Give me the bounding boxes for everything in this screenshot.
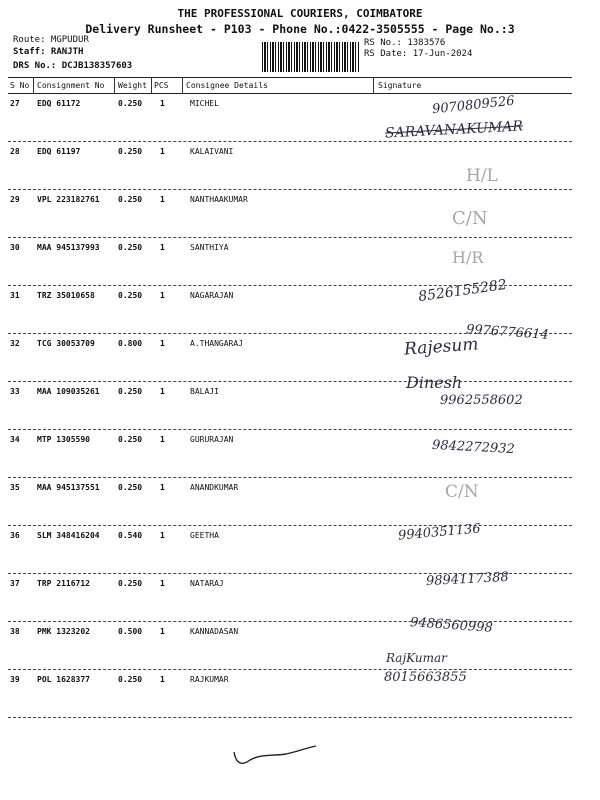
row-consignee: GEETHA — [190, 531, 219, 540]
row-weight: 0.500 — [118, 627, 143, 636]
rs-number: RS No.: 1383576 — [364, 38, 446, 48]
row-consignment: TRP 2116712 — [37, 579, 90, 588]
table-row — [0, 624, 600, 672]
row-sno: 35 — [10, 483, 20, 492]
runsheet-barcode — [262, 42, 359, 72]
route-label: Route: MGPUDUR — [13, 35, 89, 45]
table-row — [0, 192, 600, 240]
row-consignee: NATARAJ — [190, 579, 224, 588]
col-header-consignment: Consignment No — [37, 81, 105, 90]
row-consignment: PMK 1323202 — [37, 627, 90, 636]
row-sno: 27 — [10, 99, 20, 108]
signature-handwriting: 9486560998 — [409, 615, 494, 636]
signature-handwriting: 8015663855 — [384, 670, 467, 685]
row-sno: 34 — [10, 435, 20, 444]
row-consignment: TCG 30053709 — [37, 339, 95, 348]
row-pcs: 1 — [160, 483, 165, 492]
signature-handwriting: Dinesh — [406, 373, 463, 392]
staff-label: Staff: RANJTH — [13, 47, 84, 57]
signature-handwriting: H/R — [452, 248, 484, 267]
drs-number: DRS No.: DCJB138357603 — [13, 61, 133, 71]
signature-handwriting: 9962558602 — [440, 393, 523, 408]
row-divider — [8, 189, 572, 190]
signature-handwriting: 9940351136 — [397, 521, 482, 544]
row-consignment: MAA 945137551 — [37, 483, 100, 492]
row-consignment: POL 1628377 — [37, 675, 90, 684]
column-divider — [151, 77, 152, 93]
company-title: THE PROFESSIONAL COURIERS, COIMBATORE — [177, 7, 423, 20]
row-consignment: EDQ 61172 — [37, 99, 81, 108]
row-sno: 31 — [10, 291, 20, 300]
table-row — [0, 144, 600, 192]
column-divider — [33, 77, 34, 93]
row-pcs: 1 — [160, 387, 165, 396]
row-sno: 36 — [10, 531, 20, 540]
col-header-consignee: Consignee Details — [186, 81, 268, 90]
signature-handwriting: Rajesum — [403, 334, 480, 360]
column-divider — [182, 77, 183, 93]
row-sno: 30 — [10, 243, 20, 252]
row-consignee: GURURAJAN — [190, 435, 234, 444]
row-consignee: KANNADASAN — [190, 627, 239, 636]
row-sno: 33 — [10, 387, 20, 396]
signature-handwriting: H/L — [466, 166, 498, 186]
row-divider — [8, 237, 572, 238]
row-consignee: BALAJI — [190, 387, 219, 396]
signature-handwriting: SARAVANAKUMAR — [384, 118, 524, 142]
signature-handwriting: 8526155282 — [417, 276, 508, 306]
row-consignee: RAJKUMAR — [190, 675, 229, 684]
row-divider — [8, 477, 572, 478]
row-consignee: KALAIVANI — [190, 147, 234, 156]
row-consignment: EDQ 61197 — [37, 147, 81, 156]
row-divider — [8, 141, 572, 142]
row-consignee: MICHEL — [190, 99, 219, 108]
row-pcs: 1 — [160, 291, 165, 300]
row-sno: 39 — [10, 675, 20, 684]
row-divider — [8, 381, 572, 382]
table-row — [0, 384, 600, 432]
table-row — [0, 240, 600, 288]
row-consignment: SLM 348416204 — [37, 531, 100, 540]
col-header-pcs: PCS — [154, 81, 169, 90]
row-weight: 0.250 — [118, 147, 143, 156]
rs-date: RS Date: 17-Jun-2024 — [364, 49, 473, 59]
signature-handwriting: 9976776614 — [465, 322, 550, 343]
col-header-sno: S No — [10, 81, 30, 90]
row-sno: 29 — [10, 195, 20, 204]
row-weight: 0.250 — [118, 675, 143, 684]
row-weight: 0.250 — [118, 291, 143, 300]
header-top-rule — [8, 77, 572, 78]
row-consignment: MTP 1305590 — [37, 435, 90, 444]
row-divider — [8, 669, 572, 670]
table-row — [0, 672, 600, 720]
row-weight: 0.250 — [118, 483, 143, 492]
row-consignee: A.THANGARAJ — [190, 339, 243, 348]
signature-handwriting: C/N — [445, 482, 479, 502]
row-sno: 38 — [10, 627, 20, 636]
signature-handwriting: 9842272932 — [431, 437, 516, 458]
row-consignee: NAGARAJAN — [190, 291, 234, 300]
row-divider — [8, 429, 572, 430]
row-pcs: 1 — [160, 675, 165, 684]
row-pcs: 1 — [160, 627, 165, 636]
row-consignee: NANTHAAKUMAR — [190, 195, 248, 204]
row-pcs: 1 — [160, 147, 165, 156]
row-weight: 0.250 — [118, 195, 143, 204]
row-divider — [8, 525, 572, 526]
table-row — [0, 528, 600, 576]
row-sno: 28 — [10, 147, 20, 156]
row-consignee: ANANDKUMAR — [190, 483, 239, 492]
row-pcs: 1 — [160, 243, 165, 252]
col-header-signature: Signature — [378, 81, 422, 90]
signature-handwriting: RajKumar — [386, 651, 447, 665]
row-weight: 0.540 — [118, 531, 143, 540]
table-row — [0, 576, 600, 624]
table-row — [0, 480, 600, 528]
column-divider — [373, 77, 374, 93]
col-header-weight: Weight — [118, 81, 147, 90]
row-weight: 0.800 — [118, 339, 143, 348]
signature-handwriting: 9894117388 — [425, 569, 510, 590]
row-sno: 32 — [10, 339, 20, 348]
row-pcs: 1 — [160, 195, 165, 204]
row-sno: 37 — [10, 579, 20, 588]
row-consignment: VPL 223182761 — [37, 195, 100, 204]
row-weight: 0.250 — [118, 99, 143, 108]
row-weight: 0.250 — [118, 387, 143, 396]
signature-handwriting: C/N — [452, 208, 488, 229]
row-pcs: 1 — [160, 339, 165, 348]
row-pcs: 1 — [160, 99, 165, 108]
row-weight: 0.250 — [118, 435, 143, 444]
runsheet-title: Delivery Runsheet - P103 - Phone No.:0422-3505555 - Page No.:3 — [85, 22, 515, 36]
row-consignment: MAA 945137993 — [37, 243, 100, 252]
table-row — [0, 336, 600, 384]
row-consignee: SANTHIYA — [190, 243, 229, 252]
row-pcs: 1 — [160, 435, 165, 444]
row-consignment: MAA 109035261 — [37, 387, 100, 396]
signature-scribble — [230, 742, 320, 772]
row-pcs: 1 — [160, 579, 165, 588]
signature-handwriting: 9070809526 — [431, 93, 516, 118]
row-consignment: TRZ 35010658 — [37, 291, 95, 300]
column-divider — [114, 77, 115, 93]
row-weight: 0.250 — [118, 579, 143, 588]
row-pcs: 1 — [160, 531, 165, 540]
header-bottom-rule — [8, 93, 572, 94]
row-weight: 0.250 — [118, 243, 143, 252]
row-divider — [8, 717, 572, 718]
